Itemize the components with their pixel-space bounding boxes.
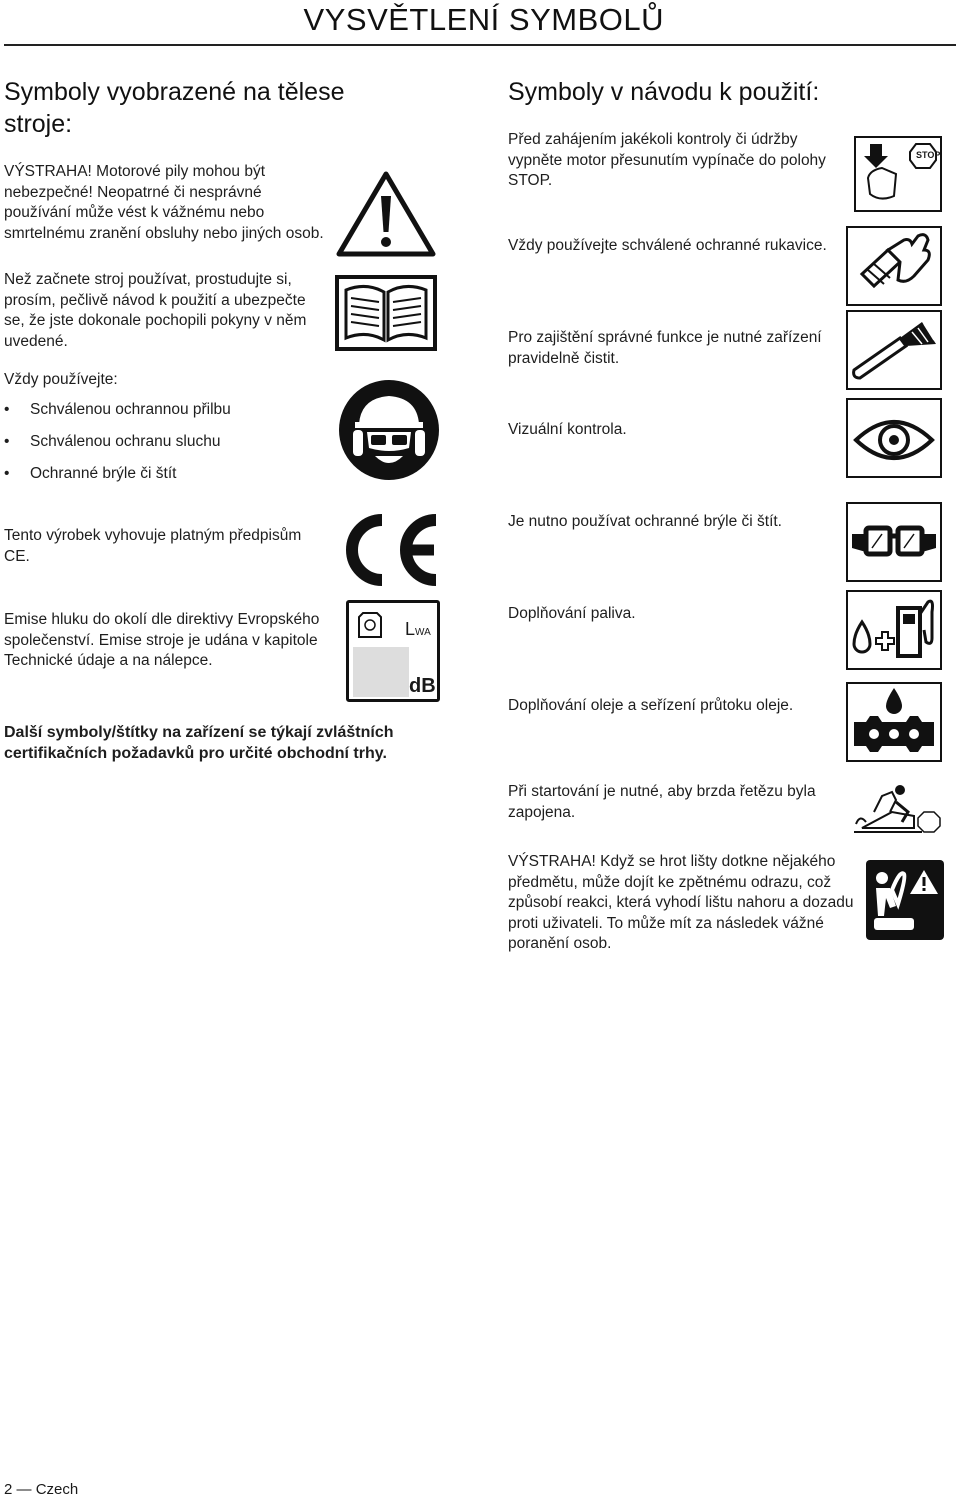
page-number: 2 bbox=[4, 1481, 13, 1498]
ce-text: Tento výrobek vyhovuje platným předpisům CE. bbox=[4, 527, 302, 565]
warning-text: VÝSTRAHA! Motorové pily mohou být nebezpečné! Neopatrné či nesprávné používání může vést k vážnému nebo smrtelnému zranění obsluhy nebo jiných osob. bbox=[4, 163, 324, 242]
bullet-hearing: • Schválenou ochranu sluchu bbox=[4, 433, 221, 450]
always-use-label: Vždy používejte: bbox=[4, 371, 118, 388]
manual-text: Než začnete stroj používat, prostudujte si, prosím, pečlivě návod k použití a ubezpečte se, že jste dokonale pochopili pokyny v něm uvedené. bbox=[4, 271, 307, 350]
oil-text: Doplňování oleje a seřízení průtoku oleje. bbox=[508, 697, 794, 714]
left-heading: Symboly vyobrazené na tělese stroje: bbox=[4, 78, 345, 138]
bullet-helmet: • Schválenou ochrannou přilbu bbox=[4, 401, 231, 418]
footer-language: Czech bbox=[35, 1481, 79, 1498]
db-label: dB bbox=[409, 675, 436, 697]
lwa-label: LWA bbox=[405, 619, 431, 639]
machine-icon bbox=[357, 611, 383, 639]
read-manual-icon bbox=[334, 272, 438, 354]
kickback-text: VÝSTRAHA! Když se hrot lišty dotkne nějakého předmětu, může dojít ke zpětnému odrazu, což způsobí reakci, která vyhodí lištu nahoru a dozadu proti uživateli. To může mít za následek vážné poranění osob. bbox=[508, 853, 854, 952]
eye-icon bbox=[846, 398, 942, 478]
visual-text: Vizuální kontrola. bbox=[508, 421, 627, 438]
stop-label: STOP bbox=[916, 150, 941, 160]
protective-equipment-icon bbox=[337, 378, 441, 482]
gloves-text: Vždy používejte schválené ochranné rukavice. bbox=[508, 237, 827, 254]
clean-text: Pro zajištění správné funkce je nutné zařízení pravidelně čistit. bbox=[508, 329, 822, 367]
noise-text: Emise hluku do okolí dle direktivy Evropského společenství. Emise stroje je udána v kapitole Technické údaje a na nálepce. bbox=[4, 611, 320, 669]
stop-text: Před zahájením jakékoli kontroly či údržby vypněte motor přesunutím vypínače do polohy STOP. bbox=[508, 131, 826, 189]
footer-dash: — bbox=[16, 1481, 32, 1498]
header-rule bbox=[4, 44, 956, 46]
gloves-icon bbox=[846, 226, 942, 306]
stop-switch-icon bbox=[854, 136, 942, 212]
ce-mark-icon bbox=[332, 512, 444, 588]
oil-chain-icon bbox=[846, 682, 942, 762]
bullet-eyes: • Ochranné brýle či štít bbox=[4, 465, 177, 482]
right-heading: Symboly v návodu k použití: bbox=[508, 78, 820, 106]
fuel-icon bbox=[846, 590, 942, 670]
chain-brake-start-icon bbox=[852, 782, 944, 838]
page-footer bbox=[4, 1481, 78, 1498]
goggles-text: Je nutno používat ochranné brýle či štít. bbox=[508, 513, 782, 530]
noise-label-icon bbox=[346, 600, 440, 702]
warning-triangle-icon bbox=[334, 168, 438, 260]
brush-icon bbox=[846, 310, 942, 390]
goggles-icon bbox=[846, 502, 942, 582]
noise-value-box bbox=[353, 647, 409, 697]
kickback-icon bbox=[866, 860, 944, 940]
fuel-text: Doplňování paliva. bbox=[508, 605, 636, 622]
chain-brake-text: Při startování je nutné, aby brzda řetězu byla zapojena. bbox=[508, 783, 816, 821]
other-symbols-note: Další symboly/štítky na zařízení se týkají zvláštních certifikačních požadavků pro určité obchodní trhy. bbox=[4, 724, 394, 762]
page-title: VYSVĚTLENÍ SYMBOLŮ bbox=[303, 2, 664, 37]
